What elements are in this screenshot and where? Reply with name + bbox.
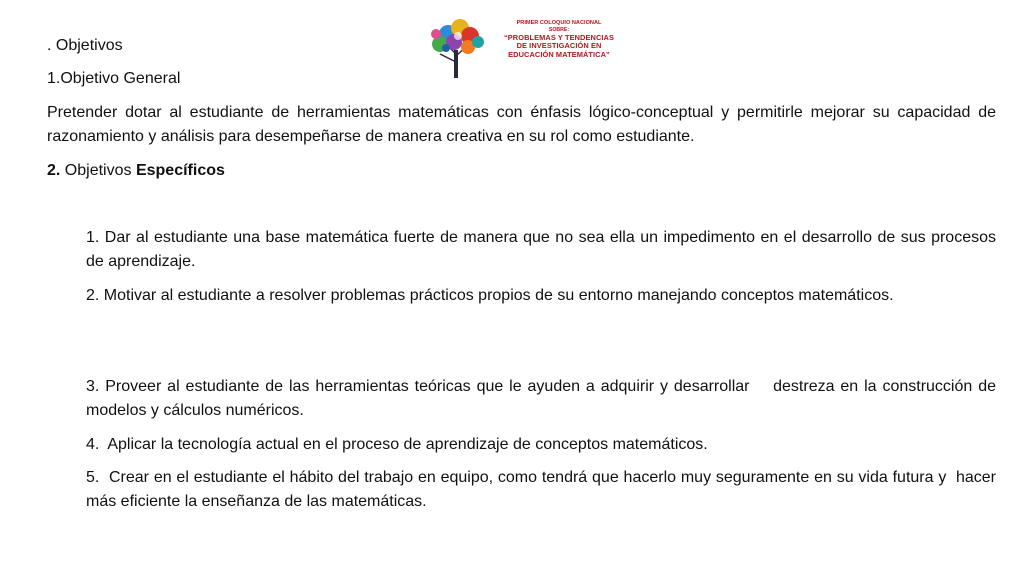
objective-item-1: 1. Dar al estudiante una base matemática fuerte de manera que no sea ella un impedimento en el desarrollo de sus procesos de aprendizaje. [86, 229, 996, 270]
general-objective-text: Pretender dotar al estudiante de herramientas matemáticas con énfasis lógico-conceptual y permitirle mejorar su capacidad de razonamiento y análisis para desempeñarse de manera creativa en su rol como estudiante. [47, 104, 996, 145]
logo-line-1: PRIMER COLOQUIO NACIONAL [516, 20, 602, 26]
general-objective-heading: 1.Objetivo General [47, 70, 181, 87]
logo-line-2: SOBRE: [548, 27, 570, 33]
specific-heading-number: 2. [47, 162, 61, 179]
objective-item-5: 5. Crear en el estudiante el hábito del trabajo en equipo, como tendrá que hacerlo muy seguramente en su vida futura y hacer más eficiente la enseñanza de las matemáticas. [86, 469, 1001, 510]
logo-line-5: EDUCACIÓN MATEMÁTICA” [508, 49, 610, 59]
specific-objectives-heading [47, 159, 225, 183]
objective-item-4: 4. Aplicar la tecnología actual en el proceso de aprendizaje de conceptos matemáticos. [86, 436, 708, 453]
conference-title [478, 20, 640, 59]
specific-heading-word: Objetivos [64, 162, 132, 179]
objective-item-3: 3. Proveer al estudiante de las herramientas teóricas que le ayuden a adquirir y desarrollar destreza en la construcción de modelos y cálculos numéricos. [86, 378, 1001, 419]
section-heading: . Objetivos [47, 37, 123, 54]
logo-line-3: “PROBLEMAS Y TENDENCIAS [503, 33, 615, 42]
logo-line-4: DE INVESTIGACIÓN EN [516, 41, 602, 51]
specific-heading-bold: Específicos [135, 162, 225, 179]
objective-item-2: 2. Motivar al estudiante a resolver problemas prácticos propios de su entorno manejando conceptos matemáticos. [86, 287, 894, 304]
